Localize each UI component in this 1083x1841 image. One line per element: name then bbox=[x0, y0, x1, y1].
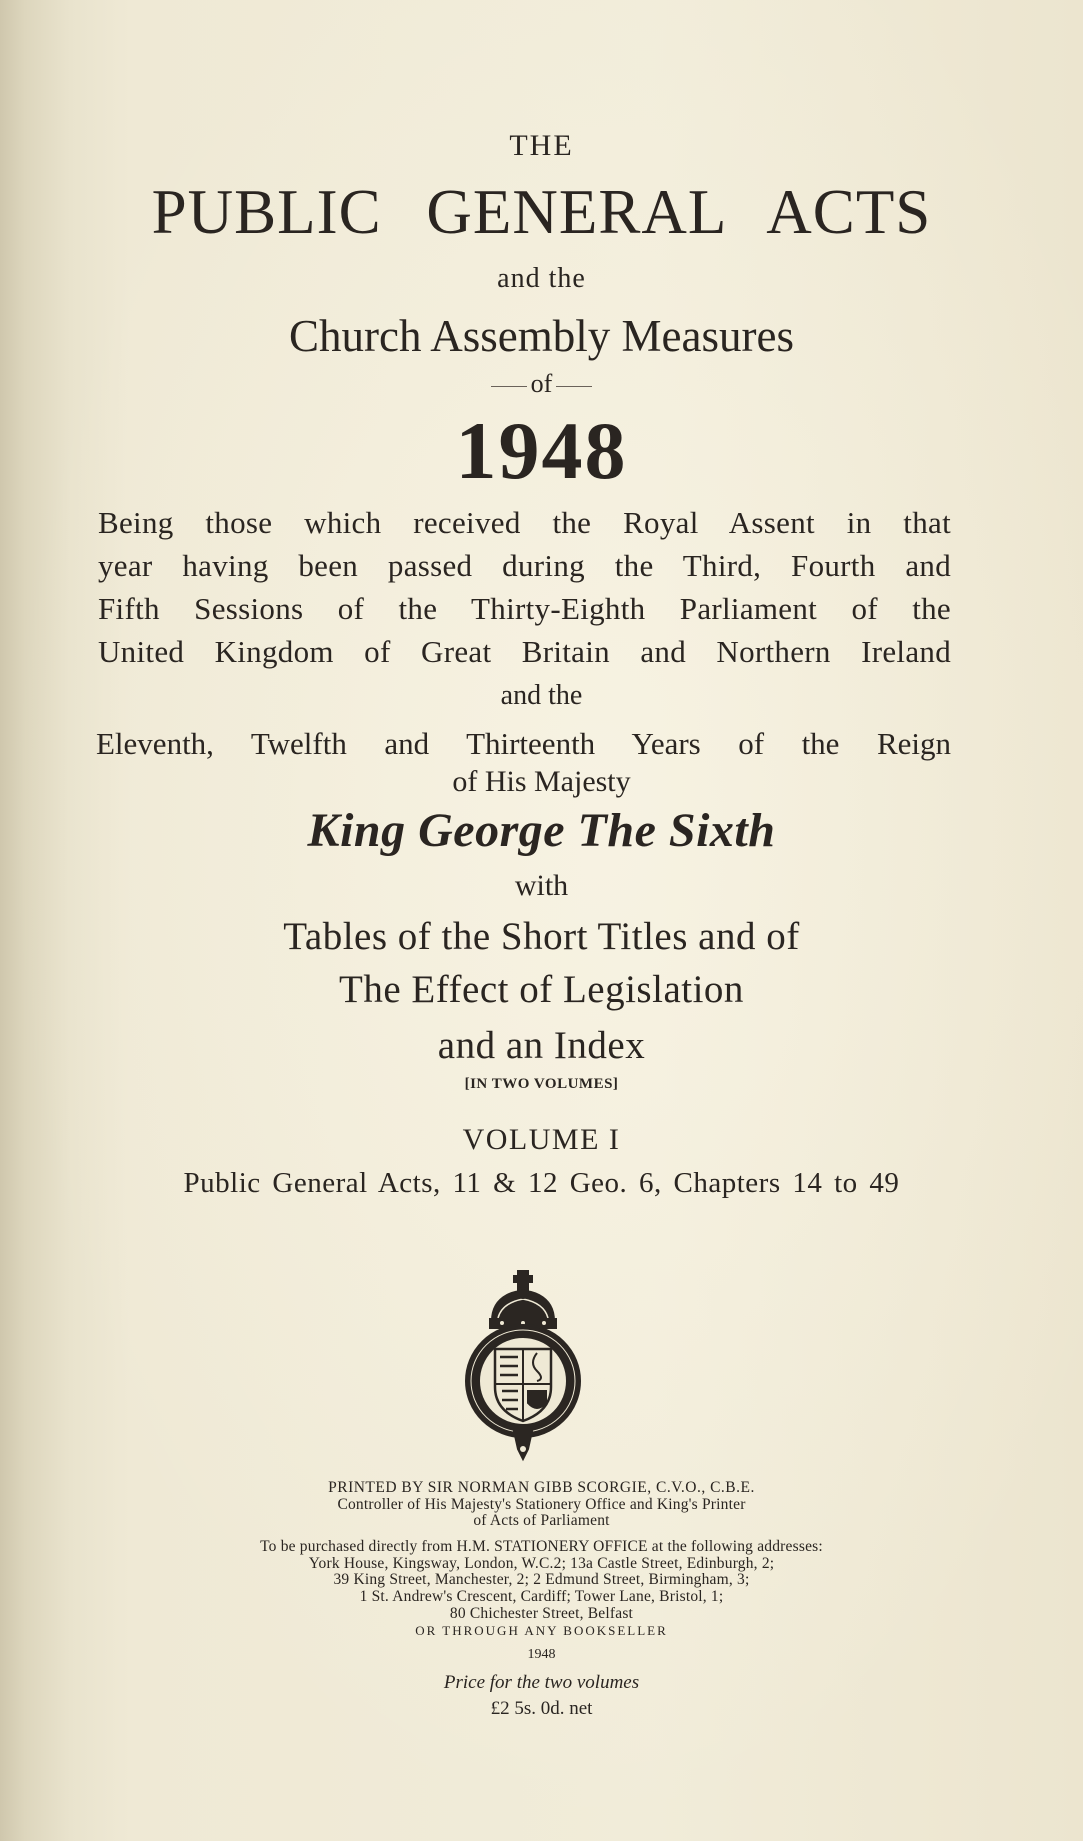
bookseller-line: OR THROUGH ANY BOOKSELLER bbox=[415, 1623, 668, 1638]
year-heading: 1948 bbox=[455, 405, 628, 496]
tables-line: Tables of the Short Titles and of bbox=[283, 915, 800, 958]
king-name: King George The Sixth bbox=[307, 804, 776, 857]
church-assembly-measures: Church Assembly Measures bbox=[289, 311, 794, 361]
printer-line: PRINTED BY SIR NORMAN GIBB SCORGIE, C.V.O., C.B.E. bbox=[328, 1479, 755, 1496]
of-label: of bbox=[530, 369, 553, 398]
with-line: with bbox=[514, 869, 569, 902]
divider-rule-left bbox=[491, 386, 527, 387]
divider-rule-right bbox=[556, 386, 592, 387]
controller-line: Controller of His Majesty's Stationery Office and King's Printer bbox=[337, 1496, 746, 1513]
price-amount: £2 5s. 0d. net bbox=[490, 1698, 593, 1719]
volume-label: VOLUME I bbox=[462, 1123, 621, 1156]
purchase-line: To be purchased directly from H.M. STATIONERY OFFICE at the following addresses: bbox=[260, 1538, 823, 1555]
volume-contents: Public General Acts, 11 & 12 Geo. 6, Chapters 14 to 49 bbox=[183, 1167, 900, 1199]
price-label: Price for the two volumes bbox=[443, 1672, 640, 1693]
address-line: 80 Chichester Street, Belfast bbox=[449, 1605, 634, 1622]
royal-coat-of-arms-icon bbox=[462, 1263, 584, 1465]
header-the: THE bbox=[509, 129, 574, 162]
description-line: Fifth Sessions of the Thirty-Eighth Parliament of the bbox=[98, 591, 951, 626]
description-line: year having been passed during the Third, Fourth and bbox=[98, 548, 951, 583]
address-line: York House, Kingsway, London, W.C.2; 13a Castle Street, Edinburgh, 2; bbox=[308, 1555, 775, 1572]
volumes-note: [IN TWO VOLUMES] bbox=[464, 1076, 619, 1092]
address-line: 39 King Street, Manchester, 2; 2 Edmund Street, Birmingham, 3; bbox=[333, 1571, 750, 1588]
description-line: Being those which received the Royal Assent in that bbox=[98, 505, 951, 540]
imprint-year: 1948 bbox=[527, 1647, 556, 1662]
and-the-line-2: and the bbox=[500, 680, 583, 711]
acts-line: of Acts of Parliament bbox=[473, 1512, 610, 1529]
tables-line: and an Index bbox=[437, 1024, 646, 1067]
reign-line: Eleventh, Twelfth and Thirteenth Years of the Reign bbox=[96, 726, 951, 761]
and-the-line: and the bbox=[497, 263, 586, 294]
description-line: United Kingdom of Great Britain and Northern Ireland bbox=[98, 634, 951, 669]
of-divider bbox=[0, 371, 1083, 397]
of-his-majesty: of His Majesty bbox=[452, 765, 631, 798]
page-title: PUBLIC GENERAL ACTS bbox=[151, 177, 932, 247]
tables-line: The Effect of Legislation bbox=[339, 968, 744, 1011]
address-line: 1 St. Andrew's Crescent, Cardiff; Tower Lane, Bristol, 1; bbox=[359, 1588, 724, 1605]
